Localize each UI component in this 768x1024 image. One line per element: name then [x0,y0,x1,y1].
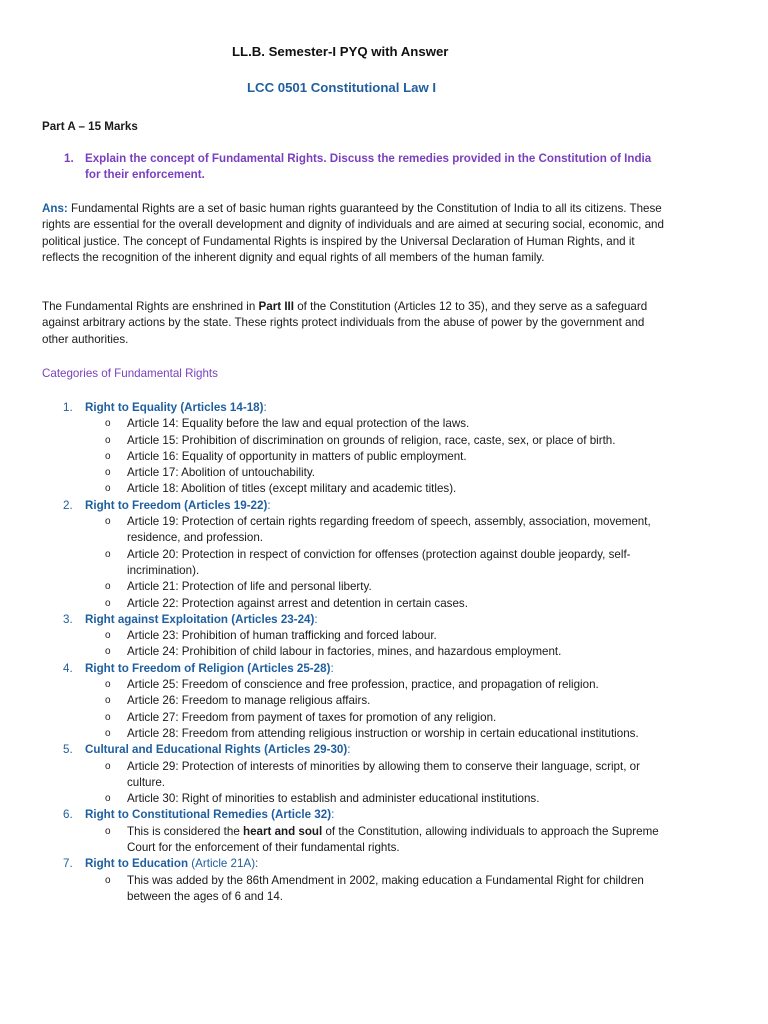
article-text: Article 21: Protection of life and personal liberty. [127,580,372,594]
bullet-icon: o [105,695,111,707]
bullet-icon: o [105,597,111,609]
part-iii-emphasis: Part III [258,300,294,313]
article-item [42,791,667,807]
bullet-icon: o [105,760,111,772]
article-text: Article 30: Right of minorities to establish and administer educational institutions. [127,792,540,806]
article-text: Article 24: Prohibition of child labour in factories, mines, and hazardous employment. [127,645,562,659]
bullet-icon: o [105,548,111,560]
article-item [42,596,667,612]
category-heading [42,400,682,416]
article-item [42,465,667,481]
category-number: 1. [63,401,73,414]
article-item [42,416,667,432]
category-title-suffix: : [263,401,267,414]
article-item [42,644,667,660]
article-text: Article 22: Protection against arrest and detention in certain cases. [127,596,468,610]
category-title-suffix: (Article 21A): [188,857,259,871]
category-item [42,612,682,661]
article-text: Article 29: Protection of interests of minorities by allowing them to conserve their language, script, or culture. [127,759,640,789]
bullet-icon: o [105,793,111,805]
bullet-icon: o [105,418,111,430]
bullet-icon: o [105,825,111,837]
article-text: Article 14: Equality before the law and equal protection of the laws. [127,417,470,431]
category-number: 5. [63,743,73,757]
category-number: 2. [63,498,73,512]
category-item [42,856,682,905]
bullet-icon: o [105,516,111,528]
part-heading: Part A – 15 Marks [42,120,138,133]
bullet-icon: o [105,434,111,446]
category-item [42,498,682,612]
document-title: LL.B. Semester-I PYQ with Answer [232,44,449,59]
bullet-icon: o [105,581,111,593]
bullet-icon: o [105,679,111,691]
category-item [42,807,682,856]
article-item [42,449,667,465]
category-title: Right to Freedom of Religion (Articles 25-28) [85,661,331,675]
answer-paragraph-1-text: Fundamental Rights are a set of basic human rights guaranteed by the Constitution of India to all its citizens. These rights are essential for the overall development and dignity of individuals and are aimed at securing social, economic, and political justice. The concept of Fundamental Rights is inspired by the Universal Declaration of Human Rights, and it reflects the recognition of the inherent dignity and equal rights of all members of the human family. [42,202,664,264]
article-text: Article 16: Equality of opportunity in matters of public employment. [127,449,467,463]
category-heading [42,612,682,628]
bullet-icon: o [105,646,111,658]
category-heading [42,856,682,872]
category-heading [42,661,682,677]
article-item [42,514,667,547]
answer-label: Ans: [42,202,68,215]
bullet-icon: o [105,630,111,642]
category-heading [42,742,682,758]
categories-heading: Categories of Fundamental Rights [42,367,218,380]
article-item [42,628,667,644]
category-title: Right against Exploitation (Articles 23-24) [85,612,315,626]
article-text: Article 26: Freedom to manage religious affairs. [127,694,371,708]
article-text: Article 18: Abolition of titles (except military and academic titles). [127,482,457,496]
bullet-icon: o [105,874,111,886]
article-text: Article 20: Protection in respect of conviction for offenses (protection against double jeopardy, self-incrimination). [127,547,631,577]
article-text: of the Constitution, allowing individuals to approach the Supreme Court for the enforcement of their fundamental rights. [127,824,659,855]
question-number: 1. [64,152,74,165]
answer-paragraph-2-start: The Fundamental Rights are enshrined in [42,300,259,313]
article-item [42,579,667,595]
bullet-icon: o [105,467,111,479]
category-item [42,400,682,498]
category-title: Right to Education [85,857,189,871]
article-item [42,726,667,742]
category-title: Right to Equality (Articles 14-18) [85,401,264,414]
article-item [42,824,663,857]
category-number: 6. [63,808,73,822]
article-text: This is considered the [127,824,243,838]
article-item [42,873,667,906]
article-item [42,547,667,580]
category-heading [42,498,682,514]
article-text: Article 23: Prohibition of human trafficking and forced labour. [127,629,437,643]
heart-and-soul-emphasis: heart and soul [243,824,323,838]
article-text: Article 28: Freedom from attending religious instruction or worship in certain educational institutions. [127,726,639,740]
category-number: 3. [63,612,73,626]
article-text: Article 15: Prohibition of discrimination on grounds of religion, race, caste, sex, or place of birth. [127,433,616,447]
article-item [42,433,667,449]
answer-paragraph-2 [42,299,664,348]
answer-paragraph-2-end: of the Constitution (Articles 12 to 35), and they serve as a safeguard against arbitrary actions by the state. These rights protect individuals from the abuse of power by the government and other authorities. [42,300,648,346]
category-item [42,742,682,807]
article-text: Article 25: Freedom of conscience and free profession, practice, and propagation of religion. [127,678,599,692]
bullet-icon: o [105,450,111,462]
question [64,151,664,184]
category-title-suffix: : [267,498,271,512]
article-text: Article 19: Protection of certain rights regarding freedom of speech, assembly, association, movement, residence, and profession. [127,515,651,545]
question-text: Explain the concept of Fundamental Rights. Discuss the remedies provided in the Constitution of India for their enforcement. [85,152,652,182]
category-number: 7. [63,857,73,871]
category-title: Right to Constitutional Remedies (Article 32) [85,808,332,822]
category-number: 4. [63,661,73,675]
category-heading [42,807,682,823]
category-title: Right to Freedom (Articles 19-22) [85,498,268,512]
answer-paragraph-1 [42,201,664,266]
category-title-suffix: : [330,661,334,675]
article-item [42,759,667,792]
bullet-icon: o [105,727,111,739]
categories-list [42,400,682,905]
article-item [42,677,667,693]
category-title-suffix: : [314,612,318,626]
article-text: Article 17: Abolition of untouchability. [127,466,315,480]
bullet-icon: o [105,711,111,723]
article-item [42,481,667,497]
category-title: Cultural and Educational Rights (Articles 29-30) [85,743,348,757]
bullet-icon: o [105,483,111,495]
course-title: LCC 0501 Constitutional Law I [247,80,437,95]
category-title-suffix: : [347,743,351,757]
article-text: This was added by the 86th Amendment in 2002, making education a Fundamental Right for children between the ages of 6 and 14. [127,873,644,903]
category-title-suffix: : [331,808,335,822]
article-item [42,693,667,709]
category-item [42,661,682,742]
article-item [42,710,667,726]
article-text: Article 27: Freedom from payment of taxes for promotion of any religion. [127,710,497,724]
